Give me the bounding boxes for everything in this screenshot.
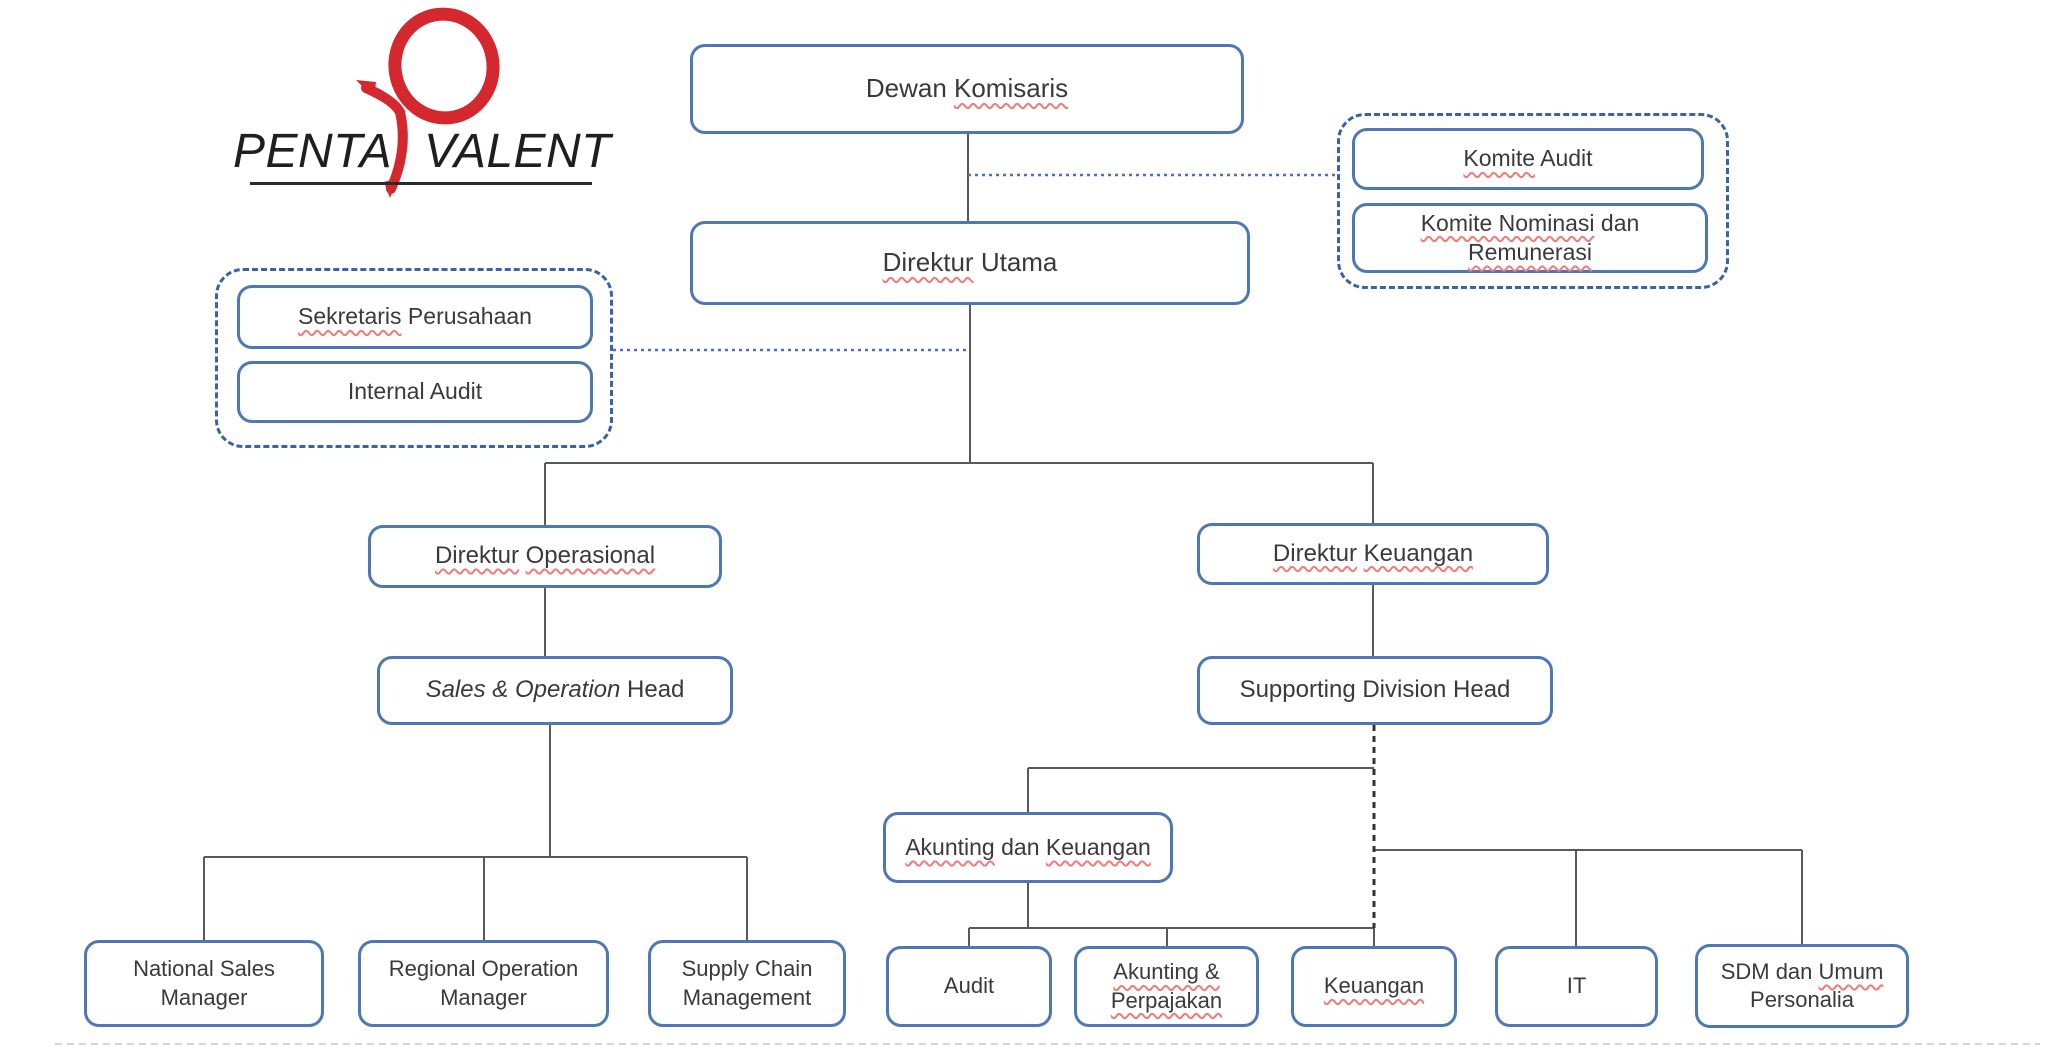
label-segment: Keuangan: [1323, 973, 1425, 999]
node-akunting-perpajakan: [1074, 946, 1259, 1027]
label-segment: Head: [620, 676, 685, 704]
node-it: [1495, 946, 1658, 1027]
label-segment: Komite: [1463, 145, 1536, 172]
label-segment: [1357, 540, 1364, 567]
label-segment: Komisaris: [954, 73, 1069, 104]
label-segment: Perpajakan: [1110, 987, 1223, 1013]
brand-word-right: VALENT: [423, 125, 612, 178]
label-segment: Manager: [160, 984, 248, 1010]
label-segment: Umum: [1818, 958, 1884, 984]
node-audit: [886, 946, 1052, 1027]
node-supply-chain-management: [648, 940, 846, 1027]
label-segment: Regional Operation: [388, 956, 579, 982]
node-sales-operation-head: [377, 656, 733, 725]
label-segment: Akunting &: [1113, 959, 1220, 985]
label-segment: Internal Audit: [347, 378, 483, 405]
label-segment: Audit: [1535, 145, 1593, 172]
label-segment: Sekretaris: [298, 303, 402, 330]
node-keuangan: [1291, 946, 1457, 1027]
label-segment: dan: [1594, 209, 1640, 236]
label-segment: Utama: [973, 247, 1058, 278]
node-direktur-keuangan: [1197, 523, 1549, 585]
label-segment: Akunting: [905, 833, 995, 860]
node-komite-nominasi-remunerasi: [1352, 203, 1708, 273]
node-akunting-dan-keuangan: [883, 812, 1173, 883]
label-segment: National Sales: [133, 956, 275, 982]
label-segment: Dewan: [865, 73, 954, 104]
label-segment: Direktur: [1272, 539, 1357, 567]
label-segment: Keuangan: [1045, 833, 1151, 860]
label-segment: Supporting Division Head: [1239, 676, 1511, 704]
node-komite-audit: [1352, 128, 1704, 190]
label-segment: Manager: [440, 984, 527, 1010]
label-segment: dan: [994, 833, 1046, 860]
label-segment: Direktur: [882, 247, 974, 278]
node-sdm-dan-umum-personalia: [1695, 944, 1909, 1028]
node-supporting-division-head: [1197, 656, 1553, 725]
label-segment: Perusahaan: [401, 303, 532, 330]
node-national-sales-manager: [84, 940, 324, 1027]
brand-wordmark: [232, 124, 612, 179]
node-regional-operation-manager: [358, 940, 609, 1027]
label-segment: SDM dan: [1720, 958, 1819, 984]
label-segment: Keuangan: [1363, 539, 1474, 567]
label-segment: Direktur: [434, 542, 519, 570]
node-sekretaris-perusahaan: [237, 285, 593, 349]
node-dewan-komisaris: [690, 44, 1244, 134]
label-segment: Management: [682, 984, 812, 1010]
label-segment: Sales & Operation: [425, 676, 621, 704]
label-segment: Komite Nominasi: [1420, 209, 1595, 236]
brand-underline: [250, 182, 592, 185]
label-segment: Audit: [943, 973, 995, 999]
label-segment: Remunerasi: [1468, 239, 1592, 265]
label-segment: Supply Chain: [681, 956, 813, 982]
node-internal-audit: [237, 361, 593, 423]
node-direktur-operasional: [368, 525, 722, 588]
brand-word-left: PENTA: [232, 125, 392, 178]
node-direktur-utama: [690, 221, 1250, 305]
label-segment: Personalia: [1750, 987, 1854, 1012]
label-segment: IT: [1566, 973, 1587, 999]
label-segment: [519, 542, 526, 569]
pentavalent-logo: [232, 6, 612, 198]
label-segment: Operasional: [525, 542, 656, 570]
